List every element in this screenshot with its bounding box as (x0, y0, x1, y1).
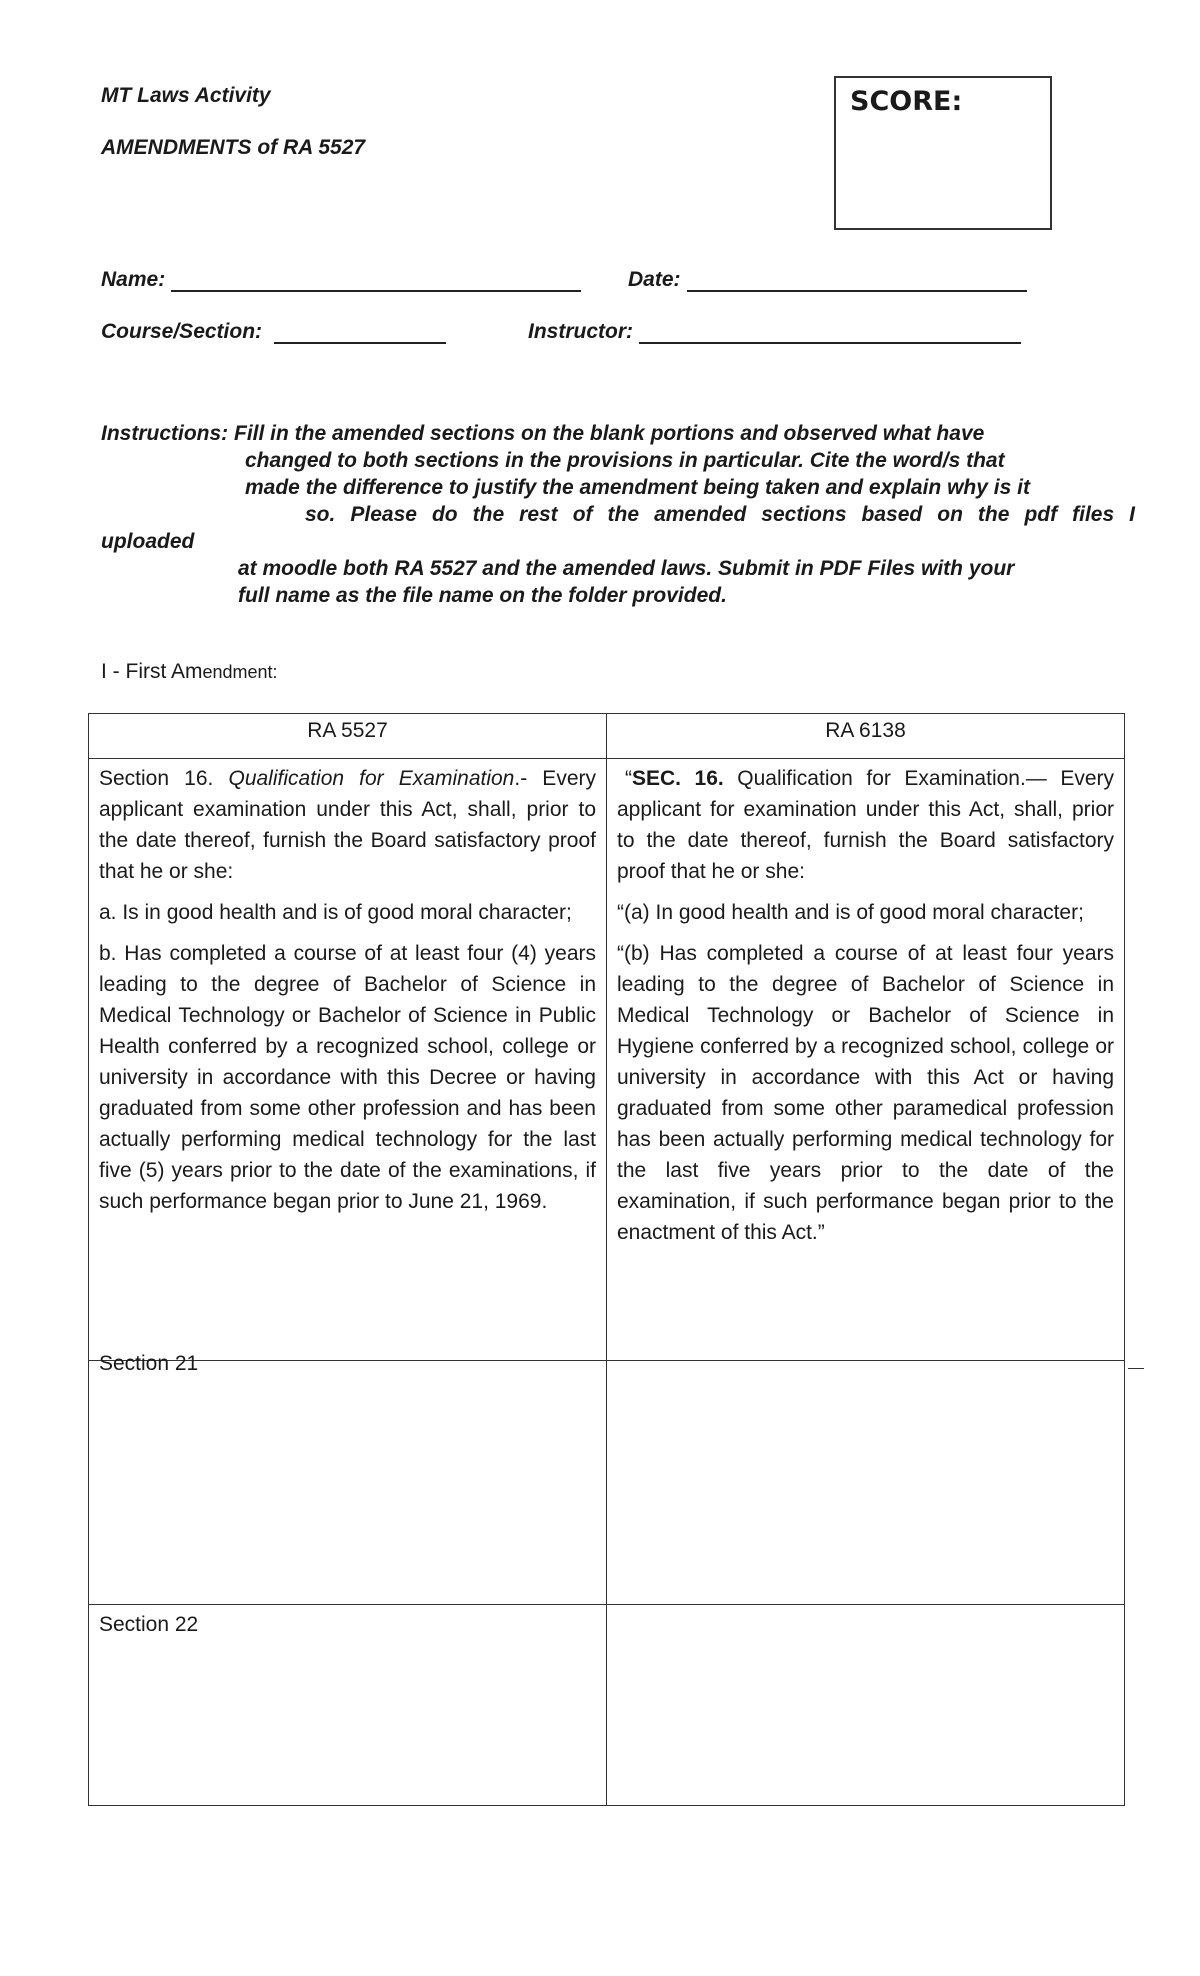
column-header-ra5527: RA 5527 (89, 714, 607, 759)
ra6138-sec16-quote: “ (625, 767, 632, 790)
ra6138-sec16-intro (617, 763, 1114, 887)
instructions-line-6: at moodle both RA 5527 and the amended laws. Submit in PDF Files with your (238, 557, 1015, 580)
column-header-ra6138: RA 6138 (607, 714, 1125, 759)
course-section-label: Course/Section: (101, 320, 263, 343)
ra6138-sec16-heading: SEC. 16. (632, 767, 724, 790)
section-22-label: Section 22 (99, 1613, 199, 1636)
section-21-label: Section 21 (99, 1352, 199, 1375)
ra5527-sec16-intro (99, 763, 596, 887)
ra5527-sec16-prefix: Section 16. (99, 767, 229, 790)
ra6138-sec16-text: Qualification for Examination.— Every applicant for examination under this Act, shall, prior to the date thereof, furnish the Board satisfactory proof that he or she: (617, 767, 1115, 883)
instructions-line-5: uploaded (101, 530, 195, 553)
table-border-overhang (1128, 1368, 1144, 1369)
instructor-field-group (528, 320, 1021, 344)
ra6138-sec16-item-b: “(b) Has completed a course of at least four years leading to the degree of Bachelor of Science in Medical Technology or Bachelor of Science in Hygiene conferred by a recognized school, college or university in accordance with this Act or having graduated from some other paramedical profession has been actually performing medical technology for the last five years prior to the date of the examination, if such performance began prior to the enactment of this Act.” (617, 942, 1114, 1244)
section-title (101, 660, 278, 684)
instructions-line-1: Instructions: Fill in the amended sections on the blank portions and observed what have (101, 422, 985, 445)
date-field-group (628, 268, 1027, 292)
table-row-section-22 (89, 1605, 1125, 1806)
section-title-small: endment: (202, 662, 278, 682)
ra5527-sec16-item-b: b. Has completed a course of at least four (4) years leading to the degree of Bachelor of Science in Medical Technology or Bachelor of Science in Public Health conferred by a recognized school, college or university in accordance with this Decree or having graduated from some other profession and has been actually performing medical technology for the last five (5) years prior to the date of the examinations, if such performance began prior to June 21, 1969. (99, 942, 596, 1213)
name-label: Name: (101, 268, 166, 291)
ra5527-sec16-heading: Qualification for Examination (228, 767, 515, 790)
date-label: Date: (628, 268, 681, 291)
ra5527-section-22-cell (89, 1605, 607, 1806)
table-header-row (89, 714, 1125, 759)
score-box (834, 76, 1052, 230)
amendments-subtitle: AMENDMENTS of RA 5527 (101, 136, 366, 159)
course-section-blank[interactable] (274, 322, 446, 344)
date-blank[interactable] (687, 270, 1027, 292)
ra6138-sec16-item-a: “(a) In good health and is of good moral character; (617, 901, 1084, 924)
table-row-section-16 (89, 759, 1125, 1361)
ra5527-section-16-cell (89, 759, 607, 1361)
instructions-line-7: full name as the file name on the folder provided. (238, 584, 727, 607)
name-field-group (101, 268, 581, 292)
course-field-group (101, 320, 446, 344)
instructions-line-2: changed to both sections in the provisions in particular. Cite the word/s that (245, 449, 1005, 472)
ra6138-section-16-cell (607, 759, 1125, 1361)
name-blank[interactable] (171, 270, 581, 292)
instructor-label: Instructor: (528, 320, 633, 343)
activity-title: MT Laws Activity (101, 84, 271, 107)
instructions-line-4: so. Please do the rest of the amended sections based on the pdf files I (305, 503, 1135, 526)
score-label: SCORE: (850, 86, 963, 117)
ra6138-section-22-blank[interactable] (607, 1605, 1125, 1806)
amendment-table (88, 713, 1125, 1806)
section-title-main: I - First Am (101, 660, 203, 683)
ra5527-sec16-text: .- Every applicant examination under this Act, shall, prior to the date thereof, furnish the Board satisfactory proof that he or she: (99, 767, 596, 883)
instructions-line-3: made the difference to justify the amendment being taken and explain why is it (245, 476, 1030, 499)
ra5527-section-21-cell (89, 1352, 607, 1605)
table-row-section-21 (89, 1361, 1125, 1605)
instructor-blank[interactable] (639, 322, 1021, 344)
ra5527-sec16-item-a: a. Is in good health and is of good moral character; (99, 901, 572, 924)
ra6138-section-21-blank[interactable] (607, 1361, 1125, 1605)
